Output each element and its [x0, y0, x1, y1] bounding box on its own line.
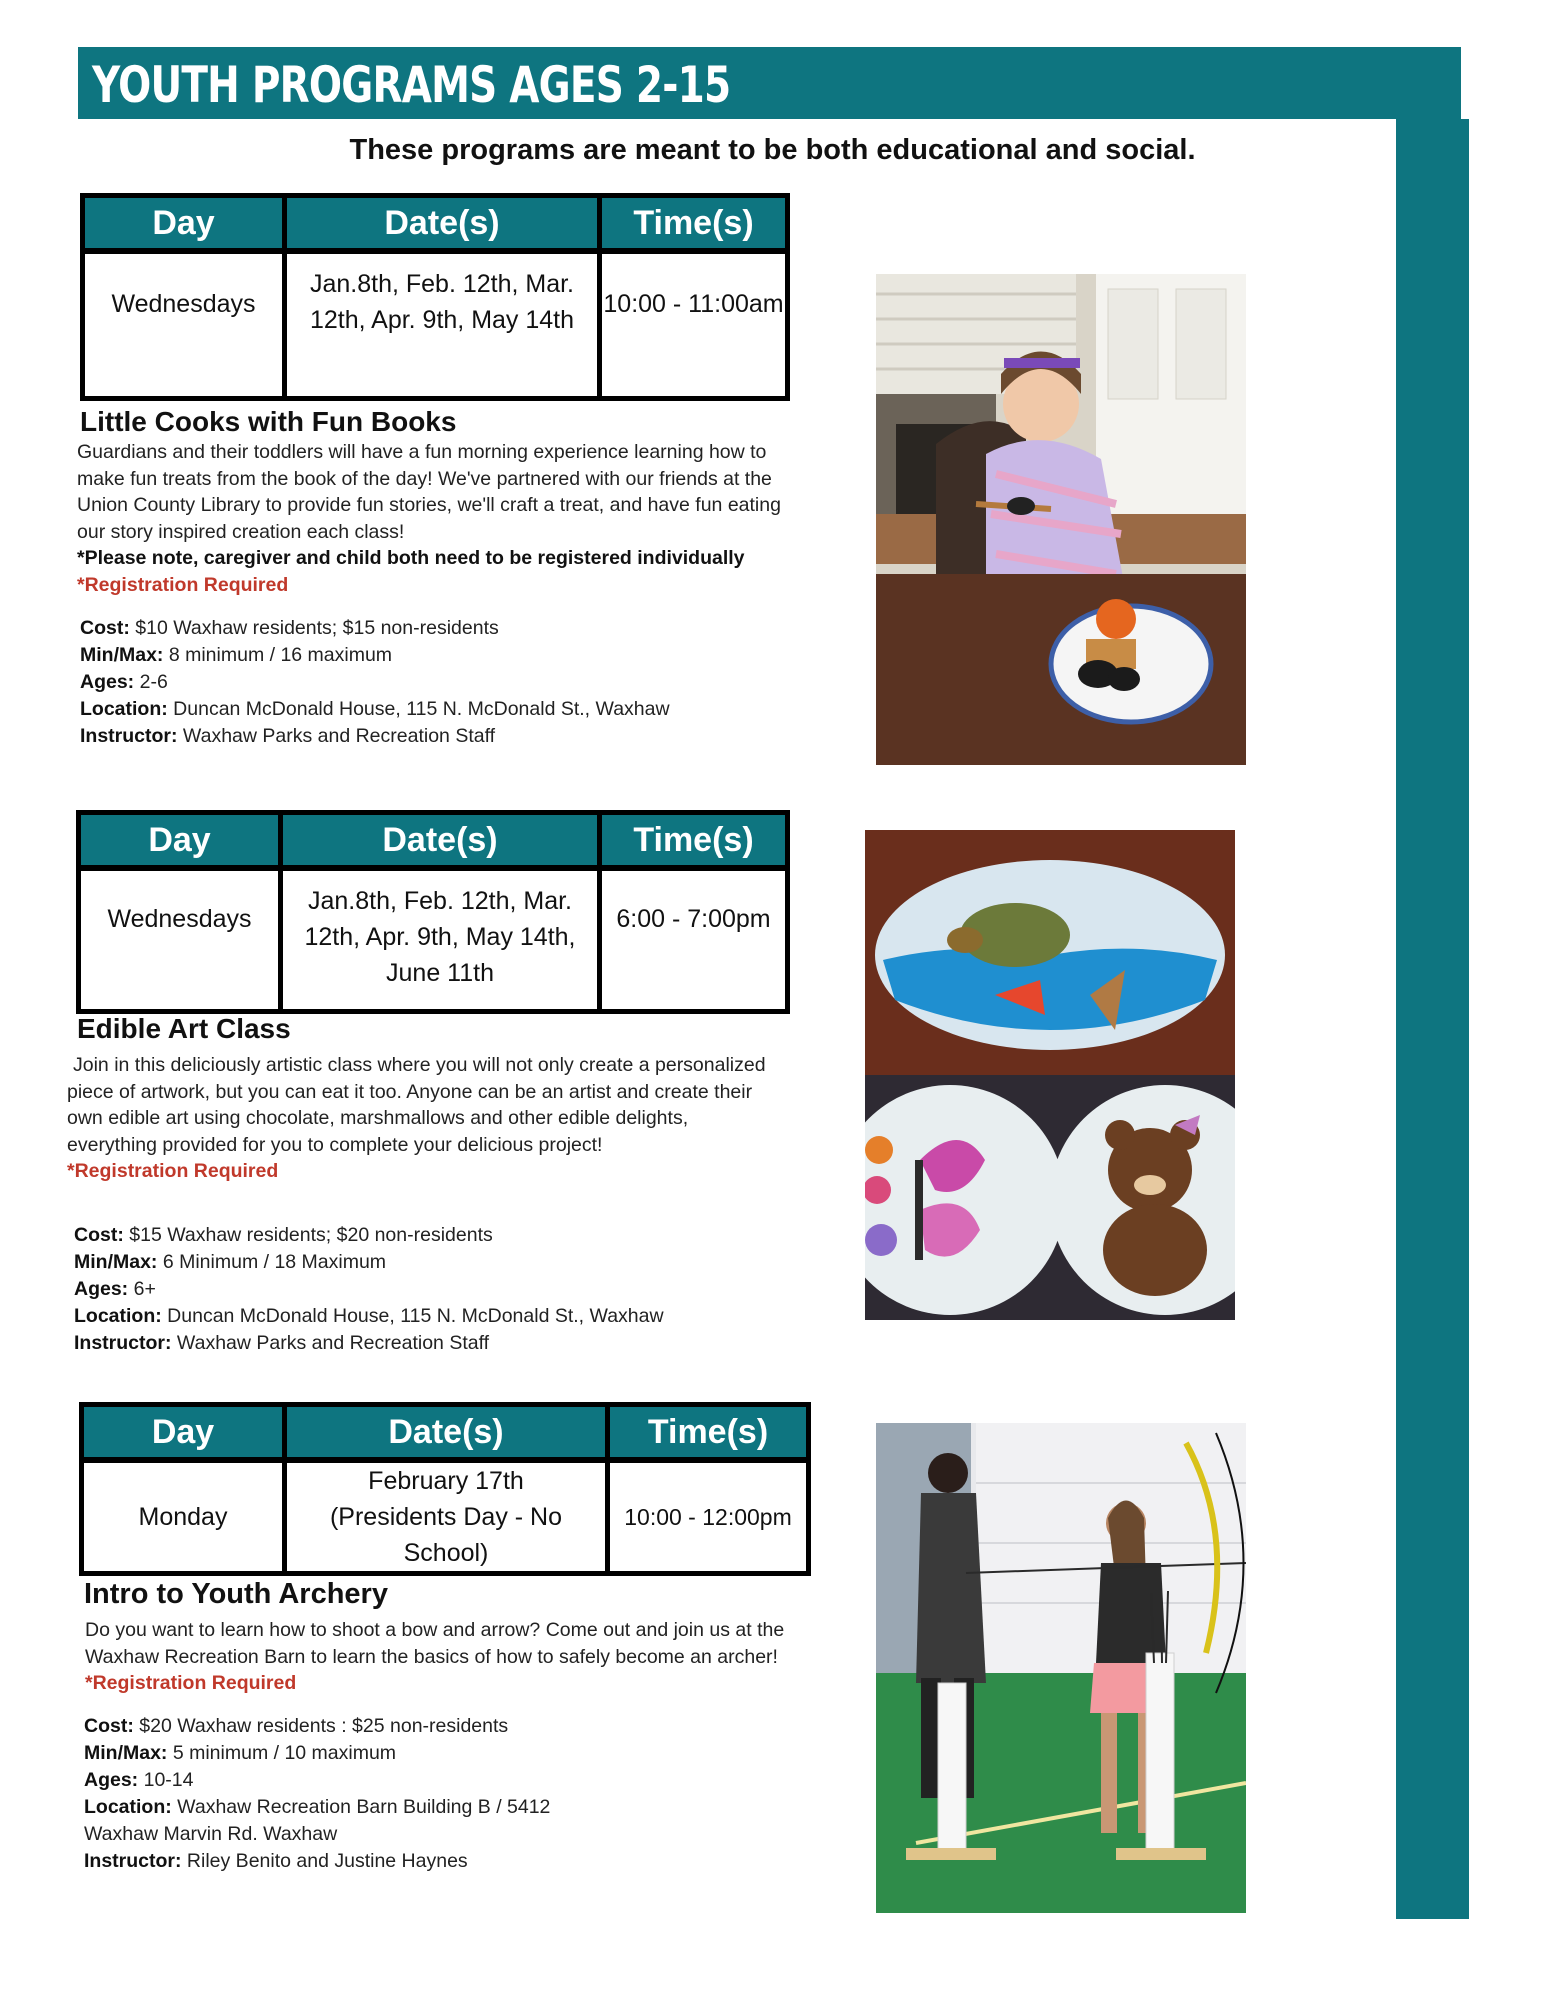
ages-value: 10-14 [143, 1769, 194, 1791]
photo-archery [876, 1423, 1246, 1913]
cell-times: 6:00 - 7:00pm [600, 868, 788, 1011]
header-dates: Date(s) [285, 196, 600, 252]
description-text: Do you want to learn how to shoot a bow and arrow? Come out and join us at the Waxhaw Recreation Barn to learn the basics of how to safely become an archer! [85, 1619, 785, 1668]
photo-little-cooks [876, 274, 1246, 765]
header-day: Day [83, 196, 285, 252]
location-label: Location: [74, 1305, 162, 1327]
cost-value: $15 Waxhaw residents; $20 non-residents [129, 1224, 493, 1246]
cell-day: Monday [82, 1460, 285, 1574]
cell-times: 10:00 - 11:00am [600, 251, 788, 398]
instructor-label: Instructor: [80, 725, 178, 747]
ages-value: 6+ [133, 1278, 156, 1300]
location-value: Waxhaw Recreation Barn Building B / 5412 Waxhaw Marvin Rd. Waxhaw [84, 1796, 551, 1845]
schedule-table-archery [79, 1402, 811, 1576]
program-details [84, 1713, 604, 1875]
minmax-value: 5 minimum / 10 maximum [172, 1742, 397, 1764]
header-dates: Date(s) [285, 1405, 608, 1461]
cost-label: Cost: [74, 1224, 124, 1246]
instructor-value: Waxhaw Parks and Recreation Staff [182, 725, 496, 747]
header-dates: Date(s) [281, 813, 600, 869]
program-title: Edible Art Class [77, 1013, 291, 1044]
minmax-value: 6 Minimum / 18 Maximum [162, 1251, 387, 1273]
cost-value: $10 Waxhaw residents; $15 non-residents [135, 617, 499, 639]
ages-label: Ages: [80, 671, 135, 693]
program-description [77, 439, 797, 599]
location-label: Location: [80, 698, 168, 720]
side-accent-bar [1396, 119, 1469, 1919]
header-day: Day [79, 813, 281, 869]
minmax-label: Min/Max: [84, 1742, 168, 1764]
location-value: Duncan McDonald House, 115 N. McDonald St., Waxhaw [167, 1305, 664, 1327]
page-title: YOUTH PROGRAMS AGES 2-15 [92, 56, 731, 114]
program-details [74, 1222, 794, 1357]
registration-note: *Please note, caregiver and child both need to be registered individually [77, 547, 745, 570]
description-text: Join in this deliciously artistic class where you will not only create a personalized piece of artwork, but you can eat it too. Anyone can be an artist and create their own edible art using chocolate, marshmallows and other edible delights, everything provided for you to complete your delicious project! [67, 1054, 766, 1156]
program-description [67, 1052, 767, 1185]
header-times: Time(s) [600, 813, 788, 869]
registration-required: *Registration Required [85, 1672, 297, 1695]
cell-day: Wednesdays [79, 868, 281, 1011]
program-title: Intro to Youth Archery [84, 1578, 388, 1610]
header-times: Time(s) [608, 1405, 809, 1461]
program-title: Little Cooks with Fun Books [80, 406, 457, 437]
cost-value: $20 Waxhaw residents : $25 non-residents [139, 1715, 509, 1737]
minmax-value: 8 minimum / 16 maximum [168, 644, 393, 666]
location-label: Location: [84, 1796, 172, 1818]
schedule-table-edible-art [76, 810, 790, 1014]
description-text: Guardians and their toddlers will have a fun morning experience learning how to make fun treats from the book of the day! We've partnered with our friends at the Union County Library to provide fun stories, we'll craft a treat, and have fun eating our story inspired creation each class! [77, 441, 781, 543]
cell-dates: February 17th (Presidents Day - No School) [285, 1460, 608, 1574]
header-day: Day [82, 1405, 285, 1461]
cell-dates: Jan.8th, Feb. 12th, Mar. 12th, Apr. 9th, May 14th, June 11th [281, 868, 600, 1011]
ages-label: Ages: [74, 1278, 129, 1300]
cell-dates: Jan.8th, Feb. 12th, Mar. 12th, Apr. 9th, May 14th [285, 251, 600, 398]
cost-label: Cost: [80, 617, 130, 639]
registration-required: *Registration Required [77, 573, 289, 596]
instructor-label: Instructor: [74, 1332, 172, 1354]
cell-day: Wednesdays [83, 251, 285, 398]
cost-label: Cost: [84, 1715, 134, 1737]
instructor-value: Riley Benito and Justine Haynes [186, 1850, 468, 1872]
location-value: Duncan McDonald House, 115 N. McDonald St., Waxhaw [173, 698, 670, 720]
photo-edible-art [865, 830, 1235, 1320]
cell-times: 10:00 - 12:00pm [608, 1460, 809, 1574]
header-times: Time(s) [600, 196, 788, 252]
minmax-label: Min/Max: [74, 1251, 158, 1273]
program-details [80, 615, 800, 750]
registration-required: *Registration Required [67, 1160, 279, 1183]
ages-label: Ages: [84, 1769, 139, 1791]
ages-value: 2-6 [139, 671, 168, 693]
schedule-table-little-cooks [80, 193, 790, 401]
minmax-label: Min/Max: [80, 644, 164, 666]
subtitle: These programs are meant to be both educational and social. [349, 134, 1196, 166]
instructor-value: Waxhaw Parks and Recreation Staff [176, 1332, 490, 1354]
program-description [85, 1617, 845, 1697]
instructor-label: Instructor: [84, 1850, 182, 1872]
